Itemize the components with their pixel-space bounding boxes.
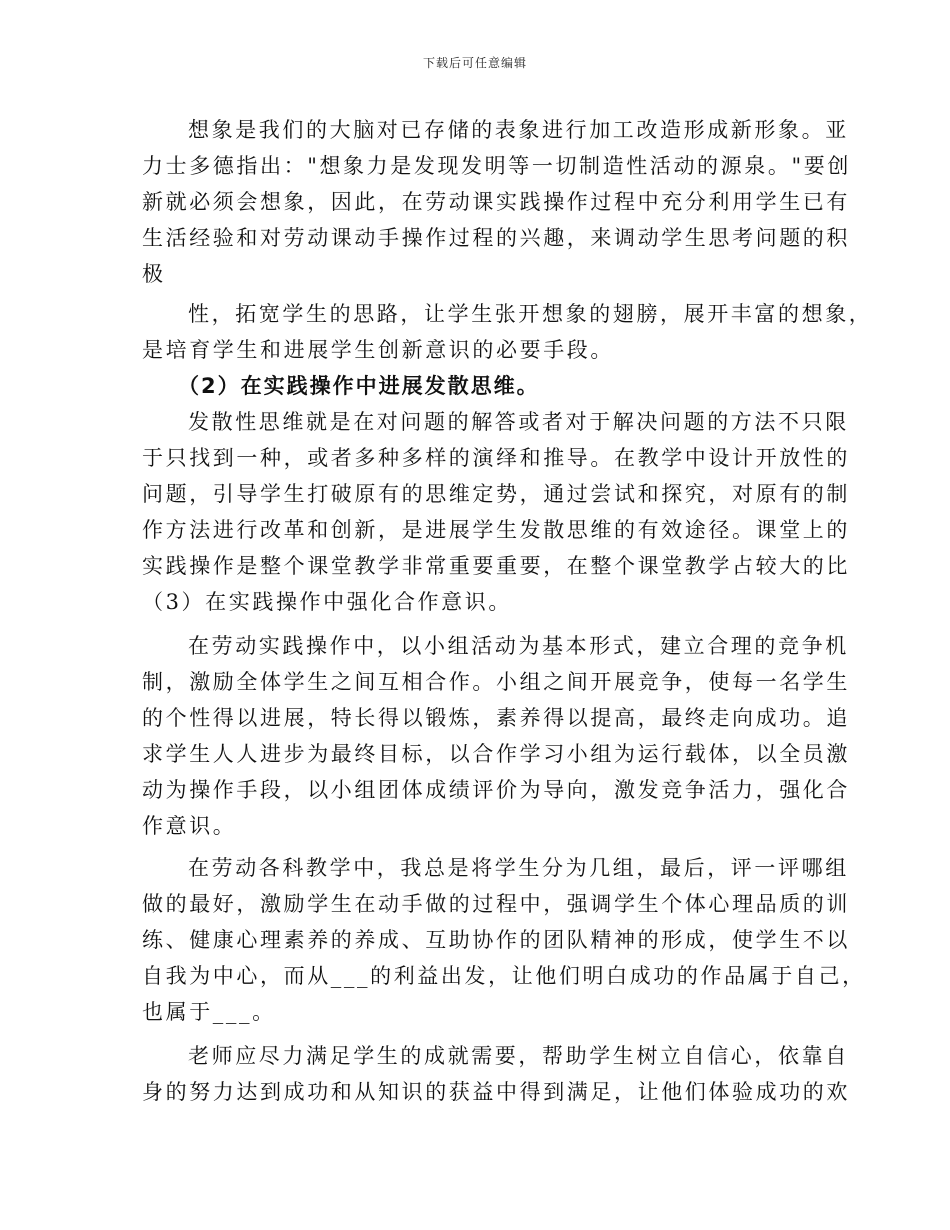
paragraph-line: 想象是我们的大脑对已存储的表象进行加工改造形成新形象。亚 xyxy=(188,118,849,142)
paragraph-line: 问题，引导学生打破原有的思维定势，通过尝试和探究，对原有的制 xyxy=(142,482,850,506)
paragraph-line: 做的最好，激励学生在动手做的过程中，强调学生个体心理品质的训 xyxy=(142,892,850,916)
paragraph-line: 在劳动实践操作中，以小组活动为基本形式，建立合理的竞争机 xyxy=(188,634,849,658)
paragraph-line: 身的努力达到成功和从知识的获益中得到满足，让他们体验成功的欢 xyxy=(142,1080,850,1104)
paragraph-line: 的个性得以进展，特长得以锻炼，素养得以提高，最终走向成功。追 xyxy=(142,706,850,730)
paragraph-line: 极 xyxy=(142,262,166,286)
paragraph-line: 发散性思维就是在对问题的解答或者对于解决问题的方法不只限 xyxy=(188,410,849,434)
paragraph-line: 动为操作手段，以小组团体成绩评价为导向，激发竞争活力，强化合 xyxy=(142,778,850,802)
paragraph-line: 实践操作是整个课堂教学非常重要重要，在整个课堂教学占较大的比 xyxy=(142,554,850,578)
paragraph-line: 自我为中心，而从___的利益出发，让他们明白成功的作品属于自己， xyxy=(142,964,866,988)
paragraph-line: 也属于___。 xyxy=(142,1000,276,1024)
paragraph-line: 力士多德指出："想象力是发现发明等一切制造性活动的源泉。"要创 xyxy=(142,154,851,178)
section-heading: （3）在实践操作中强化合作意识。 xyxy=(142,590,512,614)
paragraph-line: 练、健康心理素养的养成、互助协作的团队精神的形成，使学生不以 xyxy=(142,928,850,952)
section-heading: （2）在实践操作中进展发散思维。 xyxy=(178,374,540,398)
paragraph-line: 是培育学生和进展学生创新意识的必要手段。 xyxy=(142,338,614,362)
paragraph-line: 于只找到一种，或者多种多样的演绎和推导。在教学中设计开放性的 xyxy=(142,446,850,470)
paragraph-line: 性，拓宽学生的思路，让学生张开想象的翅膀，展开丰富的想象， xyxy=(188,302,873,326)
paragraph-line: 作意识。 xyxy=(142,814,237,838)
paragraph-line: 老师应尽力满足学生的成就需要，帮助学生树立自信心，依靠自 xyxy=(188,1044,849,1068)
paragraph-line: 制，激励全体学生之间互相合作。小组之间开展竞争，使每一名学生 xyxy=(142,670,850,694)
paragraph-line: 作方法进行改革和创新，是进展学生发散思维的有效途径。课堂上的 xyxy=(142,518,850,542)
page-header: 下载后可任意编辑 xyxy=(422,56,527,70)
paragraph-line: 在劳动各科教学中，我总是将学生分为几组，最后，评一评哪组 xyxy=(188,856,849,880)
paragraph-line: 求学生人人进步为最终目标，以合作学习小组为运行载体，以全员激 xyxy=(142,742,850,766)
paragraph-line: 新就必须会想象，因此，在劳动课实践操作过程中充分利用学生已有 xyxy=(142,190,850,214)
paragraph-line: 生活经验和对劳动课动手操作过程的兴趣，来调动学生思考问题的积 xyxy=(142,226,850,250)
